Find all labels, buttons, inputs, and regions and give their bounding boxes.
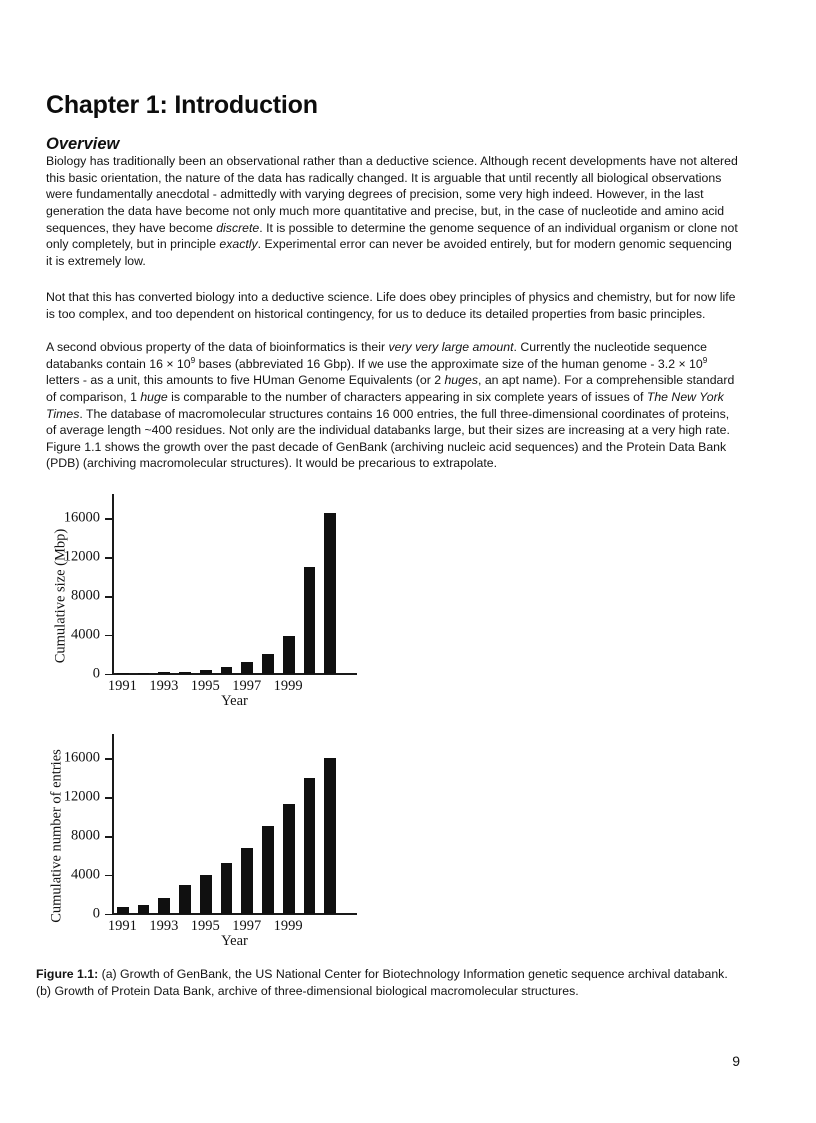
y-tick-pdb-16000 bbox=[63, 749, 112, 766]
y-tick-genbank-8000 bbox=[71, 587, 112, 604]
y-tick-label-pdb-16000: 16000 bbox=[63, 749, 100, 766]
x-tick-label-pdb-1999: 1999 bbox=[273, 918, 303, 934]
y-tick-genbank-12000 bbox=[63, 548, 112, 565]
bar-genbank-1993 bbox=[158, 672, 170, 674]
y-axis-title-genbank: Cumulative size (Mbp) bbox=[52, 528, 69, 663]
figure-1-1a-genbank bbox=[28, 488, 368, 709]
x-tick-label-pdb-1995: 1995 bbox=[190, 918, 220, 934]
bar-genbank-2001 bbox=[324, 513, 336, 674]
figure-caption-label: Figure 1.1: bbox=[36, 967, 99, 982]
bar-pdb-1994 bbox=[179, 885, 191, 914]
bar-pdb-1993 bbox=[158, 898, 170, 914]
y-tick-genbank-16000 bbox=[63, 509, 112, 526]
x-tick-label-pdb-1997: 1997 bbox=[232, 918, 262, 934]
plot-area-genbank bbox=[112, 494, 340, 674]
paragraph-1-text-c: . Experimental error can never be avoided entirely, but for modern genomic sequencing it is extremely low. bbox=[46, 237, 732, 268]
bar-genbank-1999 bbox=[283, 636, 295, 674]
bar-pdb-2000 bbox=[304, 778, 316, 914]
bar-genbank-2000 bbox=[304, 567, 316, 674]
y-tick-label-pdb-12000: 12000 bbox=[63, 788, 100, 805]
y-tick-label-pdb-8000: 8000 bbox=[71, 827, 100, 844]
x-tick-label-genbank-1995: 1995 bbox=[190, 678, 220, 694]
paragraph-3-text-b: . Currently the nucleotide sequence databanks contain 16 × 10 bbox=[46, 340, 707, 371]
emphasis-huges: huges bbox=[444, 373, 478, 388]
y-tick-genbank-0 bbox=[92, 665, 112, 682]
bar-pdb-2001 bbox=[324, 758, 336, 914]
x-tick-label-genbank-1991: 1991 bbox=[107, 678, 137, 694]
paragraph-3-text-d: letters - as a unit, this amounts to five HUman Genome Equivalents (or 2 bbox=[46, 373, 445, 388]
paragraph-3-text-g: . The database of macromolecular structures contains 16 000 entries, the full three-dimensional coordinates of proteins, of average length ~400 residues. Not only are the individual databanks large, but their sizes are increasing at a very high rate. Figure 1.1 shows the growth over the past decade of GenBank (archiving nucleic acid sequences) and the Protein Data Bank (PDB) (archiving macromolecular structures). It would be precarious to extrapolate. bbox=[46, 406, 730, 471]
bar-pdb-1992 bbox=[138, 905, 150, 914]
bar-pdb-1995 bbox=[200, 875, 212, 914]
figure-1-1b-pdb bbox=[28, 728, 368, 949]
paragraph-1-text-a: Biology has traditionally been an observational rather than a deductive science. Although recent developments have not altered this basic orientation, the nature of the data has radically changed. It is arguable that until recently all biological observations were fundamentally anecdotal - admittedly with varying degrees of precision, some very high indeed. However, in the last generation the data have become not only much more quantitative and precise, but, in the case of nucleotide and amino acid sequences, they have become bbox=[46, 154, 738, 235]
bar-pdb-1999 bbox=[283, 804, 295, 914]
superscript-exponent-2: 9 bbox=[702, 355, 708, 365]
bar-genbank-1992 bbox=[138, 673, 150, 674]
plot-area-pdb bbox=[112, 734, 340, 914]
bar-pdb-1998 bbox=[262, 826, 274, 914]
bar-chart-genbank bbox=[28, 488, 368, 709]
paragraph-3-text-f: is comparable to the number of characters appearing in six complete years of issues of bbox=[167, 390, 647, 405]
x-tick-label-genbank-1999: 1999 bbox=[273, 678, 303, 694]
bar-pdb-1997 bbox=[241, 848, 253, 914]
bar-pdb-1991 bbox=[117, 907, 129, 914]
paragraph-3 bbox=[46, 339, 740, 472]
page-number: 9 bbox=[732, 1053, 740, 1069]
y-axis-title-pdb: Cumulative number of entries bbox=[48, 748, 65, 923]
y-tick-label-pdb-0: 0 bbox=[92, 905, 100, 922]
x-tick-label-pdb-1993: 1993 bbox=[149, 918, 179, 934]
y-tick-label-genbank-4000: 4000 bbox=[71, 626, 100, 643]
emphasis-huge: huge bbox=[140, 390, 168, 405]
bar-genbank-1995 bbox=[200, 670, 212, 674]
y-tick-genbank-4000 bbox=[71, 626, 112, 643]
bar-genbank-1996 bbox=[221, 667, 233, 674]
bar-pdb-1996 bbox=[221, 863, 233, 914]
paragraph-3-text-a: A second obvious property of the data of bioinformatics is their bbox=[46, 340, 389, 355]
bar-chart-pdb bbox=[28, 728, 368, 949]
y-tick-label-genbank-16000: 16000 bbox=[63, 509, 100, 526]
emphasis-exactly: exactly bbox=[219, 237, 258, 252]
y-tick-label-pdb-4000: 4000 bbox=[71, 866, 100, 883]
paragraph-2: Not that this has converted biology into a deductive science. Life does obey principles of physics and chemistry, but for now life is too complex, and too dependent on historical contingency, for us to deduce its detailed properties from basic principles. bbox=[46, 290, 736, 321]
paragraph-1 bbox=[46, 153, 740, 269]
bar-genbank-1998 bbox=[262, 654, 274, 674]
x-tick-label-genbank-1997: 1997 bbox=[232, 678, 262, 694]
emphasis-nyt: The New York Times bbox=[46, 390, 724, 421]
paragraph-3-text-c: bases (abbreviated 16 Gbp). If we use the approximate size of the human genome - 3.2 × 10 bbox=[195, 356, 703, 371]
emphasis-very-large-amount: very very large amount bbox=[388, 340, 514, 355]
figure-caption-text: (a) Growth of GenBank, the US National Center for Biotechnology Information genetic sequence archival databank. (b) Growth of Protein Data Bank, archive of three-dimensional biological macromolecular structures. bbox=[36, 967, 728, 998]
superscript-exponent-1: 9 bbox=[190, 355, 196, 365]
emphasis-discrete: discrete bbox=[216, 220, 260, 235]
section-heading-overview: Overview bbox=[46, 134, 120, 153]
bar-genbank-1994 bbox=[179, 672, 191, 674]
y-tick-pdb-8000 bbox=[71, 827, 112, 844]
y-tick-label-genbank-8000: 8000 bbox=[71, 587, 100, 604]
x-tick-label-genbank-1993: 1993 bbox=[149, 678, 179, 694]
y-tick-pdb-0 bbox=[92, 905, 112, 922]
y-tick-label-genbank-0: 0 bbox=[92, 665, 100, 682]
paragraph-1-text-b: . It is possible to determine the genome sequence of an individual organism or clone not only completely, but in principle bbox=[46, 220, 738, 252]
x-tick-label-pdb-1991: 1991 bbox=[107, 918, 137, 934]
paragraph-3-text-e: , an apt name). For a comprehensible standard of comparison, 1 bbox=[46, 373, 735, 405]
bar-genbank-1997 bbox=[241, 662, 253, 674]
bar-genbank-1991 bbox=[117, 673, 129, 674]
x-axis-title-genbank: Year bbox=[221, 693, 248, 709]
page-title: Chapter 1: Introduction bbox=[46, 90, 318, 119]
figure-caption bbox=[36, 966, 736, 999]
x-axis-title-pdb: Year bbox=[221, 933, 248, 949]
y-tick-pdb-12000 bbox=[63, 788, 112, 805]
y-tick-label-genbank-12000: 12000 bbox=[63, 548, 100, 565]
y-tick-pdb-4000 bbox=[71, 866, 112, 883]
